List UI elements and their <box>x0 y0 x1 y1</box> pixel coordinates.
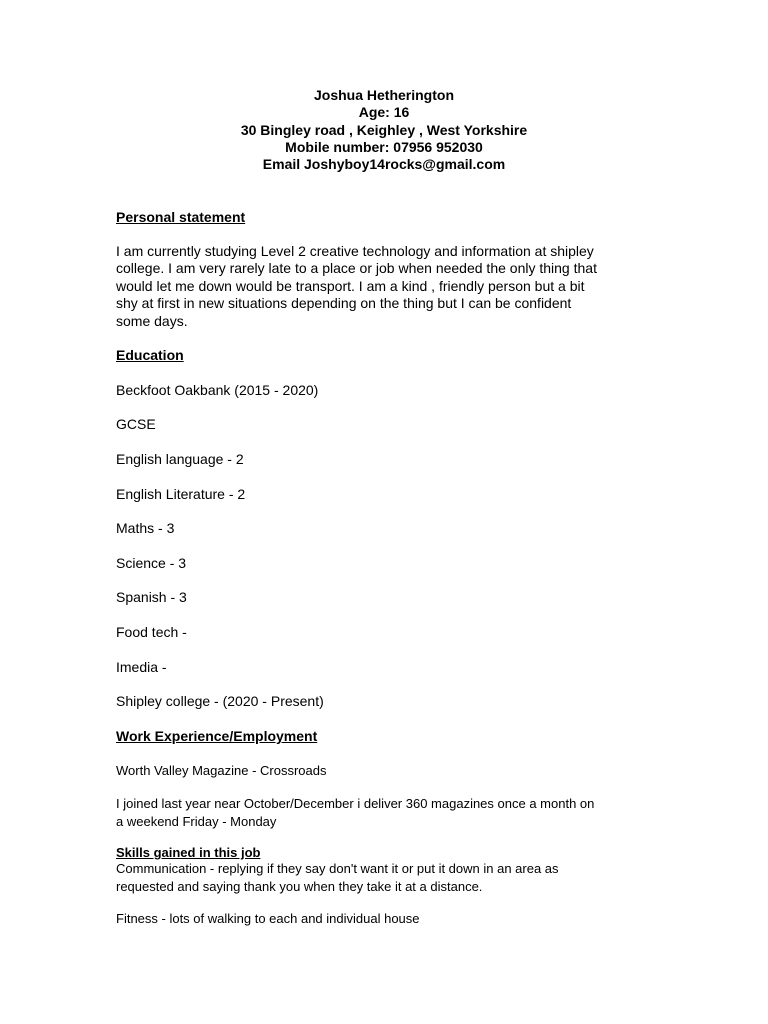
work-description-line: I joined last year near October/December i deliver 360 magazines once a month on <box>116 796 595 811</box>
education-college: Shipley college - (2020 - Present) <box>116 693 324 709</box>
skill-communication-line: Communication - replying if they say don't want it or put it down in an area as <box>116 861 559 876</box>
skill-communication-line: requested and saying thank you when they take it at a distance. <box>116 878 483 894</box>
personal-statement-line: shy at first in new situations depending on the thing but I can be confident <box>116 295 572 312</box>
education-grade: Food tech - <box>116 624 187 640</box>
personal-statement-line: college. I am very rarely late to a place or job when needed the only thing that <box>116 260 597 277</box>
education-grade: English Literature - 2 <box>116 486 246 502</box>
candidate-mobile: Mobile number: 07956 952030 <box>285 138 483 155</box>
education-qualification: GCSE <box>116 416 156 432</box>
personal-statement-line: I am currently studying Level 2 creative technology and information at shipley <box>116 243 594 259</box>
personal-statement-text <box>116 243 656 330</box>
candidate-address: 30 Bingley road , Keighley , West Yorkshire <box>240 121 528 138</box>
candidate-email: Email Joshyboy14rocks@gmail.com <box>262 156 506 173</box>
candidate-name: Joshua Hetherington <box>313 87 454 103</box>
skill-communication <box>116 860 656 895</box>
education-heading: Education <box>116 347 184 363</box>
skill-fitness: Fitness - lots of walking to each and individual house <box>116 911 420 926</box>
skills-heading: Skills gained in this job <box>116 845 261 860</box>
work-description <box>116 795 656 830</box>
education-grade: Imedia - <box>116 659 167 675</box>
work-experience-heading: Work Experience/Employment <box>116 728 318 744</box>
education-grade: Science - 3 <box>116 555 187 571</box>
work-description-line: a weekend Friday - Monday <box>116 813 277 829</box>
personal-statement-line: some days. <box>116 312 188 329</box>
personal-statement-heading: Personal statement <box>116 209 246 225</box>
candidate-age: Age: 16 <box>358 104 410 121</box>
personal-statement-line: would let me down would be transport. I am a kind , friendly person but a bit <box>116 277 585 294</box>
education-grade: Maths - 3 <box>116 520 175 536</box>
education-school: Beckfoot Oakbank (2015 - 2020) <box>116 382 319 398</box>
education-grade: English language - 2 <box>116 451 244 467</box>
work-employer: Worth Valley Magazine - Crossroads <box>116 763 327 778</box>
cv-header <box>0 87 768 173</box>
education-grade: Spanish - 3 <box>116 589 187 605</box>
